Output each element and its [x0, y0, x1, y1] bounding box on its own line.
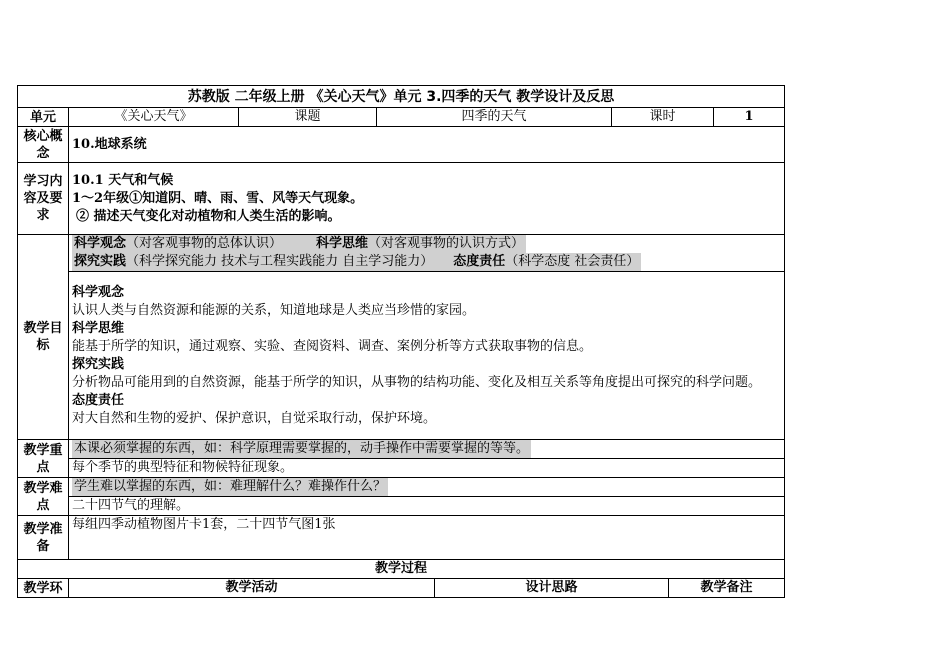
difficult-points-value: 二十四节气的理解。: [69, 497, 785, 516]
learning-requirements-row: [18, 163, 785, 235]
design-column-header: 设计思路: [435, 579, 669, 598]
activity-column-header: 教学活动: [69, 579, 435, 598]
preparation-value: 每组四季动植物图片卡1套，二十四节气图1张: [69, 516, 785, 560]
key-points-hint-cell: [69, 440, 785, 459]
hours-value: 1: [714, 108, 785, 127]
dimension-highlight: [72, 235, 526, 253]
teaching-goals-label: 教学目标: [18, 235, 69, 440]
learning-requirements-content: [69, 163, 785, 235]
goals-dimensions-row: [18, 235, 785, 272]
lesson-plan-document: [17, 85, 784, 598]
goal-section-text: 认识人类与自然资源和能源的关系，知道地球是人类应当珍惜的家园。: [72, 302, 476, 318]
lesson-plan-table: [17, 85, 785, 598]
dimension-title: 科学观念: [74, 236, 127, 251]
difficult-points-label: 教学难点: [18, 478, 69, 516]
difficult-points-hint: 学生难以掌握的东西，如：难理解什么？难操作什么？: [74, 479, 387, 494]
goals-dimensions-line-2: [72, 253, 781, 271]
dimension-title: 科学思维: [316, 236, 369, 251]
goals-dimensions-cell: [69, 235, 785, 272]
title-row: [18, 86, 785, 108]
goal-section-text: 能基于所学的知识，通过观察、实验、查阅资料、调查、案例分析等方式获取事物的信息。: [72, 338, 593, 354]
core-concept-row: [18, 127, 785, 163]
key-points-value: 每个季节的典型特征和物候特征现象。: [69, 459, 785, 478]
info-row: [18, 108, 785, 127]
goals-details-row: [18, 272, 785, 440]
requirement-line: 10.1 天气和气候: [72, 172, 174, 188]
goals-dimensions-line-1: [72, 235, 781, 253]
topic-label: 课题: [239, 108, 377, 127]
requirement-line: 1～2年级①知道阴、晴、雨、雪、风等天气现象。: [72, 190, 364, 206]
topic-value: 四季的天气: [377, 108, 612, 127]
process-title-row: [18, 560, 785, 579]
key-points-hint-row: [18, 440, 785, 459]
goal-section-title: 态度责任: [72, 392, 125, 408]
dimension-desc: （科学探究能力 技术与工程实践能力 自主学习能力）: [126, 254, 434, 269]
key-points-hint: 本课必须掌握的东西，如：科学原理需要掌握的，动手操作中需要掌握的等等。: [74, 441, 530, 456]
goal-section-title: 科学思维: [72, 320, 125, 336]
difficult-points-hint-row: [18, 478, 785, 497]
process-header-row: [18, 579, 785, 598]
difficult-points-hint-cell: [69, 478, 785, 497]
dimension-title: 态度责任: [453, 254, 506, 269]
preparation-label: 教学准备: [18, 516, 69, 560]
requirement-line: ② 描述天气变化对动植物和人类生活的影响。: [76, 208, 341, 224]
unit-value: 《关心天气》: [69, 108, 239, 127]
core-concept-value: 10.地球系统: [69, 127, 785, 163]
dimension-desc: （科学态度 社会责任）: [505, 254, 640, 269]
process-title: 教学过程: [18, 560, 785, 579]
dimension-highlight: [72, 253, 641, 271]
unit-label: 单元: [18, 108, 69, 127]
goals-details-cell: [69, 272, 785, 440]
goal-section-title: 科学观念: [72, 284, 125, 300]
dimension-desc: （对客观事物的认识方式）: [368, 236, 525, 251]
hours-label: 课时: [612, 108, 714, 127]
dimension-desc: （对客观事物的总体认识）: [126, 236, 283, 251]
key-points-value-row: [18, 459, 785, 478]
goal-section-text: 分析物品可能用到的自然资源，能基于所学的知识，从事物的结构功能、变化及相互关系等角度提出可探究的科学问题。: [72, 374, 762, 390]
learning-requirements-label: 学习内容及要求: [18, 163, 69, 235]
dimension-title: 探究实践: [74, 254, 127, 269]
key-points-label: 教学重点: [18, 440, 69, 478]
document-title: 苏教版 二年级上册 《关心天气》单元 3.四季的天气 教学设计及反思: [18, 86, 785, 108]
core-concept-label: 核心概念: [18, 127, 69, 163]
stage-column-header: 教学环: [18, 579, 69, 598]
difficult-points-value-row: [18, 497, 785, 516]
notes-column-header: 教学备注: [669, 579, 785, 598]
preparation-row: [18, 516, 785, 560]
goal-section-title: 探究实践: [72, 356, 125, 372]
goal-section-text: 对大自然和生物的爱护、保护意识，自觉采取行动，保护环境。: [72, 410, 437, 426]
